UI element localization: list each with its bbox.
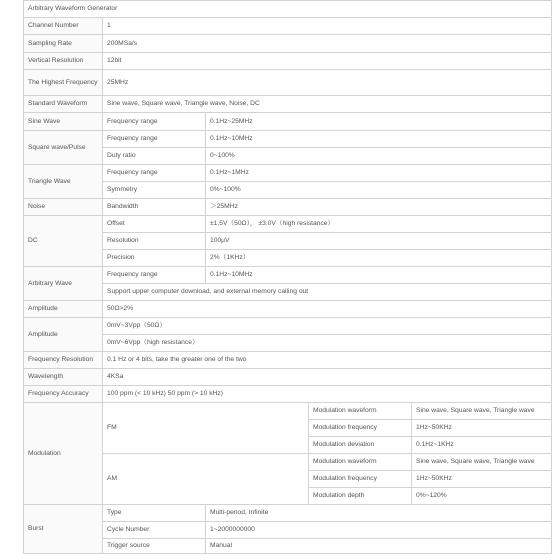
spec-label: The Highest Frequency [24,70,103,96]
spec-sublabel: Symmetry [103,182,206,199]
spec-label: Standard Waveform [24,96,103,113]
spec-label: Modulation [24,403,103,505]
table-title: Arbitrary Waveform Generator [24,1,552,18]
spec-sublabel: Modulation deviation [309,437,412,454]
spec-value: 1~2000000000 [206,522,552,539]
table-row [24,113,552,131]
spec-value: 1 [103,18,552,35]
spec-value: 0.1 Hz or 4 bits, take the greater one of the two [103,352,552,369]
spec-label: Channel Number [24,18,103,35]
spec-value: 0~100% [206,148,552,165]
spec-value: 0.1Hz~25MHz [206,113,552,131]
table-row [24,369,552,386]
spec-value: Sine wave, Square wave, Triangle wave, Noise, DC [103,96,552,113]
spec-label: Frequency Accuracy [24,386,103,403]
table-row [24,539,552,554]
table-row [24,386,552,403]
spec-label: Vertical Resolution [24,53,103,70]
table-row [24,522,552,539]
spec-label: Arbitrary Wave [24,267,103,301]
spec-value: 0.1Hz~1MHz [206,165,552,182]
spec-label: Wavelength [24,369,103,386]
table-row [24,318,552,335]
spec-value: Sine wave, Square wave, Triangle wave [412,403,552,420]
table-row [24,301,552,318]
spec-value: 0.1Hz~10MHz [206,131,552,148]
spec-value: 100μV [206,233,552,250]
spec-sublabel: Offset [103,216,206,233]
spec-value: 4KSa [103,369,552,386]
spec-label: Sampling Rate [24,35,103,53]
spec-sublabel: Type [103,505,206,522]
spec-label: Frequency Resolution [24,352,103,369]
spec-value: 12bit [103,53,552,70]
spec-label: Amplitude [24,318,103,352]
spec-label: DC [24,216,103,267]
spec-value: 0.1Hz~10MHz [206,267,552,284]
spec-value: ＞25MHz [206,199,552,216]
table-row [24,216,552,233]
table-row [24,403,552,420]
spec-sublabel: Resolution [103,233,206,250]
table-row [24,505,552,522]
spec-sublabel: Frequency range [103,113,206,131]
table-row [24,454,552,471]
spec-label: Sine Wave [24,113,103,131]
table-row [24,53,552,70]
spec-sublabel: Cycle Number [103,522,206,539]
table-row [24,199,552,216]
spec-label: Burst [24,505,103,554]
spec-value: 0mV~6Vpp（high resistance） [103,335,552,352]
spec-sublabel: Trigger source [103,539,206,554]
table-row [24,96,552,113]
spec-sublabel: Modulation waveform [309,403,412,420]
spec-sublabel: Frequency range [103,267,206,284]
spec-table [23,0,552,554]
spec-value: 0.1Hz~1KHz [412,437,552,454]
spec-value: Support upper computer download, and external memory calling out [103,284,552,301]
table-row [24,284,552,301]
spec-sublabel: Modulation waveform [309,454,412,471]
table-row [24,335,552,352]
table-row [24,131,552,148]
table-row [24,18,552,35]
table-row [24,250,552,267]
spec-value: 1Hz~50KHz [412,471,552,488]
spec-value: Multi-period, Infinite [206,505,552,522]
spec-label: Noise [24,199,103,216]
spec-value: 0%~100% [206,182,552,199]
spec-sublabel: AM [103,454,309,505]
table-row [24,148,552,165]
spec-value: 25MHz [103,70,552,96]
table-row [24,1,552,18]
spec-value: 200MSa/s [103,35,552,53]
table-row [24,70,552,96]
spec-value: 0mV~3Vpp（50Ω） [103,318,552,335]
spec-value: 50Ω>2% [103,301,552,318]
table-row [24,233,552,250]
spec-sublabel: Frequency range [103,131,206,148]
spec-value: 1Hz~50KHz [412,420,552,437]
spec-value: 0%~120% [412,488,552,505]
spec-sublabel: Modulation frequency [309,471,412,488]
spec-label: Square wave/Pulse [24,131,103,165]
spec-label: Amplitude [24,301,103,318]
table-row [24,267,552,284]
spec-sublabel: FM [103,403,309,454]
spec-value: 100 ppm (< 10 kHz) 50 ppm (> 10 kHz) [103,386,552,403]
spec-sublabel: Modulation frequency [309,420,412,437]
spec-sublabel: Duty ratio [103,148,206,165]
spec-value: ±1.5V（50Ω）， ±3.0V（high resistance） [206,216,552,233]
spec-table-container [23,0,551,554]
spec-sublabel: Frequency range [103,165,206,182]
spec-value: Sine wave, Square wave, Triangle wave [412,454,552,471]
spec-sublabel: Precision [103,250,206,267]
spec-label: Triangle Wave [24,165,103,199]
spec-value: Manual [206,539,552,554]
table-row [24,352,552,369]
spec-sublabel: Modulation depth [309,488,412,505]
spec-sublabel: Bandwidth [103,199,206,216]
spec-value: 2%（1KHz） [206,250,552,267]
table-row [24,35,552,53]
table-row [24,182,552,199]
table-row [24,165,552,182]
